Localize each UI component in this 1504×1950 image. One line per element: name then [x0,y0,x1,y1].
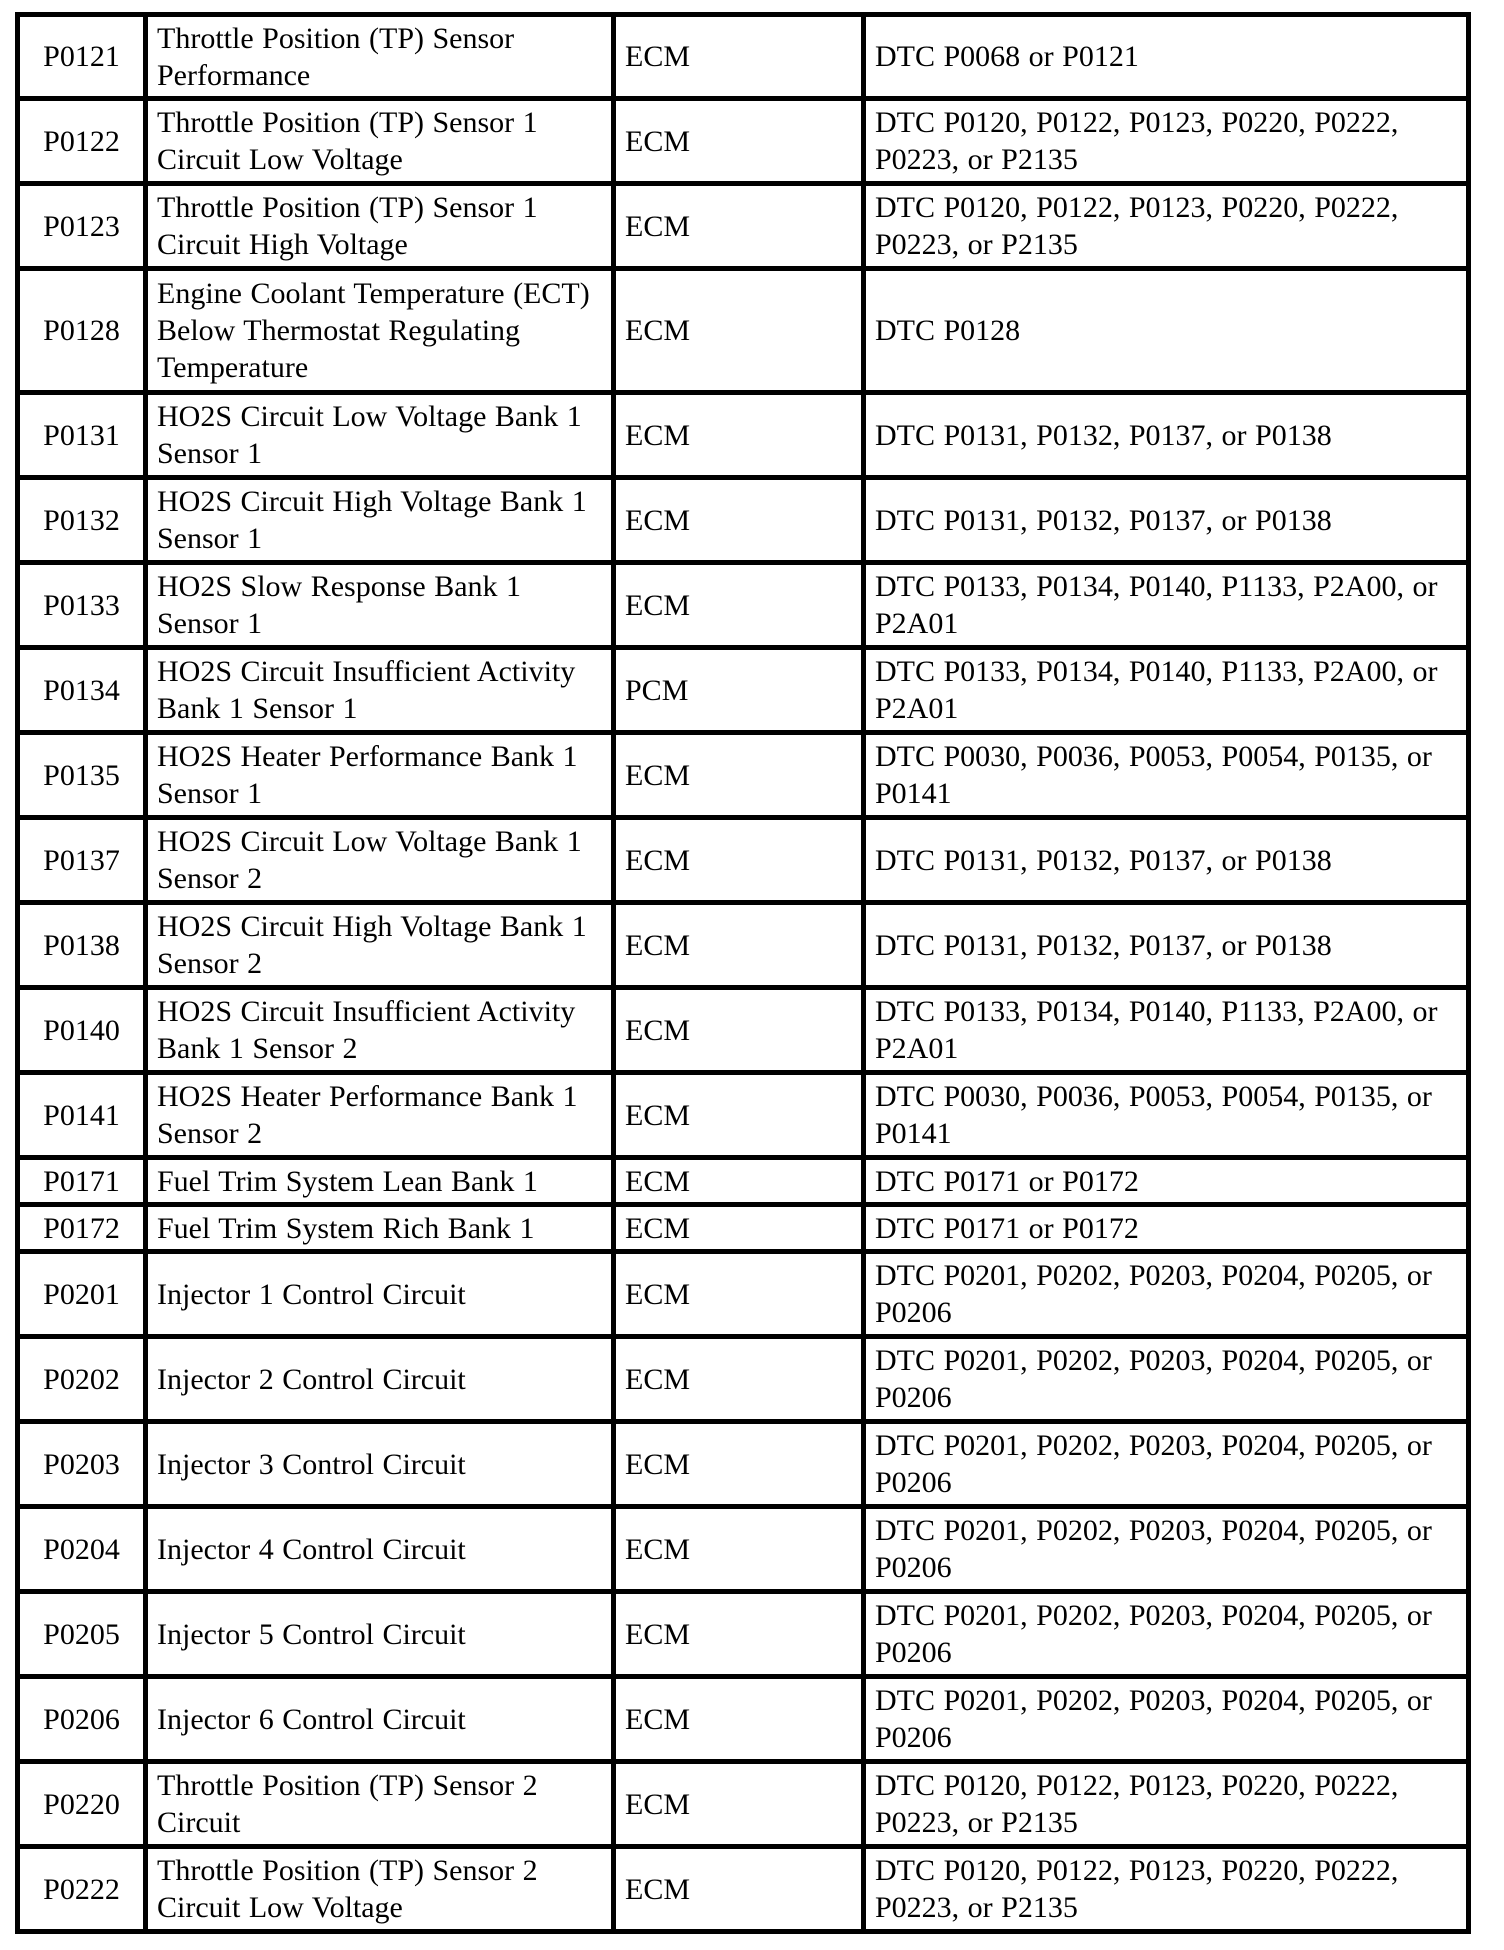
table-row [18,478,1469,563]
dtc-code-cell: P0140 [18,988,146,1073]
dtc-code-cell: P0206 [18,1677,146,1762]
table-row [18,1677,1469,1762]
module-cell: ECM [614,1507,864,1592]
dtc-code-cell: P0141 [18,1073,146,1158]
dtc-description-cell: Throttle Position (TP) Sensor 2 Circuit [146,1762,614,1847]
related-dtcs-cell: DTC P0120, P0122, P0123, P0220, P0222, P0223, or P2135 [864,1762,1469,1847]
related-dtcs-cell: DTC P0171 or P0172 [864,1205,1469,1252]
table-row [18,1507,1469,1592]
module-cell: ECM [614,818,864,903]
dtc-description-cell: HO2S Circuit High Voltage Bank 1 Sensor 1 [146,478,614,563]
table-row [18,1762,1469,1847]
module-cell: ECM [614,478,864,563]
dtc-description-cell: Injector 2 Control Circuit [146,1337,614,1422]
related-dtcs-cell: DTC P0030, P0036, P0053, P0054, P0135, or P0141 [864,733,1469,818]
table-row [18,1073,1469,1158]
related-dtcs-cell: DTC P0120, P0122, P0123, P0220, P0222, P0223, or P2135 [864,1847,1469,1932]
table-row [18,563,1469,648]
table-row [18,1592,1469,1677]
module-cell: ECM [614,393,864,478]
dtc-description-cell: HO2S Circuit Low Voltage Bank 1 Sensor 1 [146,393,614,478]
related-dtcs-cell: DTC P0201, P0202, P0203, P0204, P0205, or P0206 [864,1252,1469,1337]
related-dtcs-cell: DTC P0201, P0202, P0203, P0204, P0205, or P0206 [864,1507,1469,1592]
dtc-description-cell: Throttle Position (TP) Sensor 1 Circuit High Voltage [146,184,614,269]
table-row [18,733,1469,818]
related-dtcs-cell: DTC P0131, P0132, P0137, or P0138 [864,818,1469,903]
dtc-description-cell: HO2S Heater Performance Bank 1 Sensor 2 [146,1073,614,1158]
module-cell: ECM [614,1762,864,1847]
dtc-code-cell: P0128 [18,269,146,393]
module-cell: ECM [614,1158,864,1205]
related-dtcs-cell: DTC P0133, P0134, P0140, P1133, P2A00, or P2A01 [864,648,1469,733]
module-cell: ECM [614,733,864,818]
dtc-description-cell: Throttle Position (TP) Sensor 2 Circuit Low Voltage [146,1847,614,1932]
dtc-description-cell: HO2S Circuit Insufficient Activity Bank 1 Sensor 1 [146,648,614,733]
table-row [18,1158,1469,1205]
related-dtcs-cell: DTC P0131, P0132, P0137, or P0138 [864,903,1469,988]
dtc-description-cell: HO2S Slow Response Bank 1 Sensor 1 [146,563,614,648]
dtc-code-cell: P0123 [18,184,146,269]
related-dtcs-cell: DTC P0131, P0132, P0137, or P0138 [864,393,1469,478]
module-cell: ECM [614,1073,864,1158]
related-dtcs-cell: DTC P0201, P0202, P0203, P0204, P0205, or P0206 [864,1677,1469,1762]
dtc-description-cell: Fuel Trim System Lean Bank 1 [146,1158,614,1205]
dtc-description-cell: HO2S Circuit High Voltage Bank 1 Sensor 2 [146,903,614,988]
module-cell: ECM [614,1422,864,1507]
related-dtcs-cell: DTC P0131, P0132, P0137, or P0138 [864,478,1469,563]
dtc-code-cell: P0222 [18,1847,146,1932]
dtc-description-cell: HO2S Circuit Low Voltage Bank 1 Sensor 2 [146,818,614,903]
module-cell: ECM [614,1252,864,1337]
table-row [18,1205,1469,1252]
module-cell: ECM [614,99,864,184]
table-row [18,988,1469,1073]
dtc-description-cell: Throttle Position (TP) Sensor Performance [146,15,614,99]
dtc-code-cell: P0131 [18,393,146,478]
module-cell: ECM [614,269,864,393]
table-row [18,184,1469,269]
dtc-code-cell: P0132 [18,478,146,563]
dtc-code-cell: P0202 [18,1337,146,1422]
related-dtcs-cell: DTC P0133, P0134, P0140, P1133, P2A00, or P2A01 [864,988,1469,1073]
table-row [18,1422,1469,1507]
dtc-code-cell: P0122 [18,99,146,184]
dtc-description-cell: Injector 5 Control Circuit [146,1592,614,1677]
dtc-code-cell: P0203 [18,1422,146,1507]
module-cell: ECM [614,1592,864,1677]
module-cell: ECM [614,1847,864,1932]
module-cell: ECM [614,184,864,269]
table-row [18,393,1469,478]
related-dtcs-cell: DTC P0133, P0134, P0140, P1133, P2A00, or P2A01 [864,563,1469,648]
table-row [18,99,1469,184]
table-row [18,1252,1469,1337]
related-dtcs-cell: DTC P0120, P0122, P0123, P0220, P0222, P0223, or P2135 [864,99,1469,184]
dtc-code-cell: P0133 [18,563,146,648]
table-row [18,1337,1469,1422]
dtc-description-cell: HO2S Heater Performance Bank 1 Sensor 1 [146,733,614,818]
related-dtcs-cell: DTC P0068 or P0121 [864,15,1469,99]
module-cell: PCM [614,648,864,733]
module-cell: ECM [614,15,864,99]
dtc-table [15,12,1471,1934]
dtc-code-cell: P0171 [18,1158,146,1205]
table-row [18,903,1469,988]
module-cell: ECM [614,1677,864,1762]
dtc-description-cell: Throttle Position (TP) Sensor 1 Circuit Low Voltage [146,99,614,184]
table-row [18,1847,1469,1932]
related-dtcs-cell: DTC P0120, P0122, P0123, P0220, P0222, P0223, or P2135 [864,184,1469,269]
dtc-code-cell: P0121 [18,15,146,99]
related-dtcs-cell: DTC P0201, P0202, P0203, P0204, P0205, or P0206 [864,1422,1469,1507]
dtc-description-cell: Injector 6 Control Circuit [146,1677,614,1762]
dtc-description-cell: Injector 4 Control Circuit [146,1507,614,1592]
dtc-code-cell: P0172 [18,1205,146,1252]
related-dtcs-cell: DTC P0201, P0202, P0203, P0204, P0205, or P0206 [864,1337,1469,1422]
related-dtcs-cell: DTC P0128 [864,269,1469,393]
module-cell: ECM [614,988,864,1073]
module-cell: ECM [614,1337,864,1422]
dtc-code-cell: P0134 [18,648,146,733]
related-dtcs-cell: DTC P0171 or P0172 [864,1158,1469,1205]
dtc-code-cell: P0137 [18,818,146,903]
dtc-code-cell: P0138 [18,903,146,988]
dtc-code-cell: P0205 [18,1592,146,1677]
dtc-code-cell: P0201 [18,1252,146,1337]
dtc-code-cell: P0135 [18,733,146,818]
table-row [18,15,1469,99]
related-dtcs-cell: DTC P0030, P0036, P0053, P0054, P0135, or P0141 [864,1073,1469,1158]
related-dtcs-cell: DTC P0201, P0202, P0203, P0204, P0205, or P0206 [864,1592,1469,1677]
dtc-code-cell: P0220 [18,1762,146,1847]
module-cell: ECM [614,903,864,988]
dtc-code-cell: P0204 [18,1507,146,1592]
dtc-description-cell: HO2S Circuit Insufficient Activity Bank 1 Sensor 2 [146,988,614,1073]
table-row [18,818,1469,903]
table-row [18,269,1469,393]
dtc-description-cell: Engine Coolant Temperature (ECT) Below Thermostat Regulating Temperature [146,269,614,393]
dtc-description-cell: Injector 1 Control Circuit [146,1252,614,1337]
dtc-table-body [18,15,1469,1932]
table-row [18,648,1469,733]
module-cell: ECM [614,1205,864,1252]
module-cell: ECM [614,563,864,648]
dtc-description-cell: Injector 3 Control Circuit [146,1422,614,1507]
dtc-description-cell: Fuel Trim System Rich Bank 1 [146,1205,614,1252]
